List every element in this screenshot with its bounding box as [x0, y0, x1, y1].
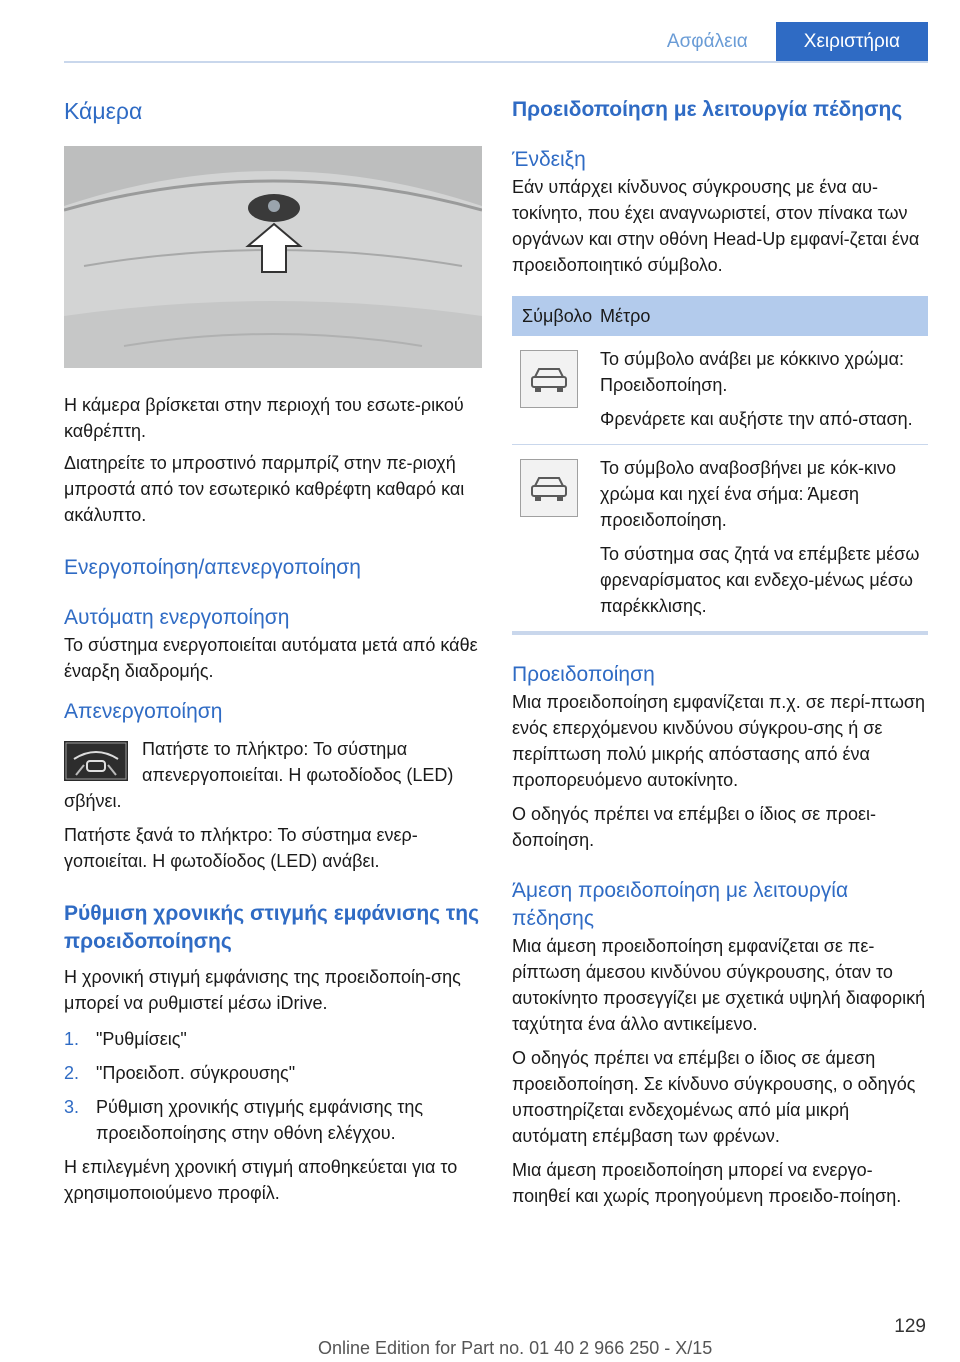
- step-text: "Προειδοπ. σύγκρουσης": [96, 1063, 296, 1083]
- auto-activation-text: Το σύστημα ενεργοποιείται αυτόματα μετά από κάθε έναρξη διαδρομής.: [64, 635, 478, 681]
- prewarning-text-1: Μια προειδοποίηση εμφανίζεται π.χ. σε περί-πτωση ενός επερχόμενου κινδύνου σύγκρου-σης ή σε περίπτωση πολύ μικρής απόστασης από ένα προπορευόμενο αυτοκίνητο.: [512, 692, 925, 790]
- table-row: [512, 336, 928, 445]
- table-end-rule: [512, 631, 928, 635]
- symbol-table: [512, 296, 928, 635]
- prewarning-text-2: Ο οδηγός πρέπει να επέμβει ο ίδιος σε προει-δοποίηση.: [512, 804, 877, 850]
- edition-note: Online Edition for Part no. 01 40 2 966 250 - X/15: [318, 1338, 713, 1358]
- row2-text-2: Το σύστημα σας ζητά να επέμβετε μέσω φρεναρίσματος και ενδεχο-μένως μέσω παρέκκλισης.: [600, 544, 920, 616]
- left-column: [64, 96, 482, 1206]
- step-number: 2.: [64, 1063, 80, 1083]
- camera-caption-1: Η κάμερα βρίσκεται στην περιοχή του εσωτε-ρικού καθρέπτη.: [64, 395, 464, 441]
- header-rule: [64, 61, 928, 63]
- camera-caption-2: Διατηρείτε το μπροστινό παρμπρίζ στην πε-ριοχή μπροστά από τον εσωτερικό καθρέφτη καθαρό και ακάλυπτο.: [64, 453, 465, 525]
- chapter-tab[interactable]: Χειριστήρια: [776, 22, 928, 62]
- step-number: 3.: [64, 1097, 80, 1117]
- step-number: 1.: [64, 1029, 80, 1049]
- indication-title: Ένδειξη: [512, 148, 586, 171]
- table-header: [512, 296, 928, 336]
- car-warning-icon: [520, 459, 578, 517]
- timing-text: Η χρονική στιγμή εμφάνισης της προειδοποίη-σης μπορεί να ρυθμιστεί μέσω iDrive.: [64, 967, 461, 1013]
- acute-warning-title: Άμεση προειδοποίηση με λειτουργία πέδησης: [512, 879, 849, 930]
- car-ahead-icon: [64, 741, 128, 781]
- deactivation-block: [64, 736, 482, 814]
- right-column: [512, 96, 928, 1209]
- step-text: "Ρυθμίσεις": [96, 1029, 187, 1049]
- list-item: [64, 1060, 482, 1086]
- acute-warning-text-3: Μια άμεση προειδοποίηση μπορεί να ενεργο-ποιηθεί και χωρίς προηγούμενη προειδο-ποίηση.: [512, 1160, 902, 1206]
- indication-text: Εάν υπάρχει κίνδυνος σύγκρουσης με ένα αυ-τοκίνητο, που έχει αναγνωριστεί, στον πίνακα των οργάνων και στην οθόνη Head-Up εμφανί-ζεται ένα προειδοποιητικό σύμβολο.: [512, 177, 920, 275]
- table-header-symbol: Σύμβολο: [522, 305, 593, 326]
- activation-section-title: Ενεργοποίηση/απενεργοποίηση: [64, 556, 361, 579]
- page-number: 129: [894, 1316, 926, 1337]
- acute-warning-text-2: Ο οδηγός πρέπει να επέμβει ο ίδιος σε άμεση προειδοποίηση. Σε κίνδυνο σύγκρουσης, ο οδηγός υποστηρίζεται ενδεχομένως από μία μικρή αυτόματη επέμβαση των φρένων.: [512, 1048, 916, 1146]
- row1-text-1: Το σύμβολο ανάβει με κόκκινο χρώμα: Προειδοποίηση.: [600, 349, 905, 395]
- step-text: Ρύθμιση χρονικής στιγμής εμφάνισης της προειδοποίησης στην οθόνη ελέγχου.: [96, 1097, 424, 1143]
- row1-text-2: Φρενάρετε και αυξήστε την από-σταση.: [600, 409, 913, 429]
- row2-text-1: Το σύμβολο αναβοσβήνει με κόκ-κινο χρώμα και ηχεί ένα σήμα: Άμεση προειδοποίηση.: [600, 458, 896, 530]
- section-tab[interactable]: Ασφάλεια: [666, 31, 748, 52]
- list-item: [64, 1094, 482, 1146]
- timing-title: Ρύθμιση χρονικής στιγμής εμφάνισης της προειδοποίησης: [64, 902, 480, 953]
- acute-warning-text-1: Μια άμεση προειδοποίηση εμφανίζεται σε πε-ρίπτωση άμεσου κινδύνου σύγκρουσης, όταν το αυτοκίνητο προσεγγίζει με σχετικά υψηλή διαφορική ταχύτητα ένα άλλο αντικείμενο.: [512, 936, 926, 1034]
- list-item: [64, 1026, 482, 1052]
- deactivation-text-1: Πατήστε το πλήκτρο: Το σύστημα απενεργοποιείται. Η φωτοδίοδος (LED) σβήνει.: [64, 739, 454, 811]
- header-tabs: [639, 22, 928, 62]
- auto-activation-title: Αυτόματη ενεργοποίηση: [64, 606, 290, 629]
- windshield-camera-illustration: [64, 146, 482, 368]
- camera-photo: [64, 146, 482, 368]
- closing-text: Η επιλεγμένη χρονική στιγμή αποθηκεύεται για το χρησιμοποιούμενο προφίλ.: [64, 1157, 458, 1203]
- steps-list: [64, 1026, 482, 1146]
- car-warning-icon: [520, 350, 578, 408]
- table-header-measure: Μέτρο: [600, 305, 651, 326]
- table-row: [512, 445, 928, 631]
- braking-warning-title: Προειδοποίηση με λειτουργία πέδησης: [512, 98, 903, 121]
- prewarning-title: Προειδοποίηση: [512, 663, 655, 686]
- camera-title: Κάμερα: [64, 98, 143, 124]
- collision-warning-button-icon: [64, 741, 128, 781]
- deactivation-title: Απενεργοποίηση: [64, 700, 223, 723]
- deactivation-text-2: Πατήστε ξανά το πλήκτρο: Το σύστημα ενερ-γοποιείται. Η φωτοδίοδος (LED) ανάβει.: [64, 825, 418, 871]
